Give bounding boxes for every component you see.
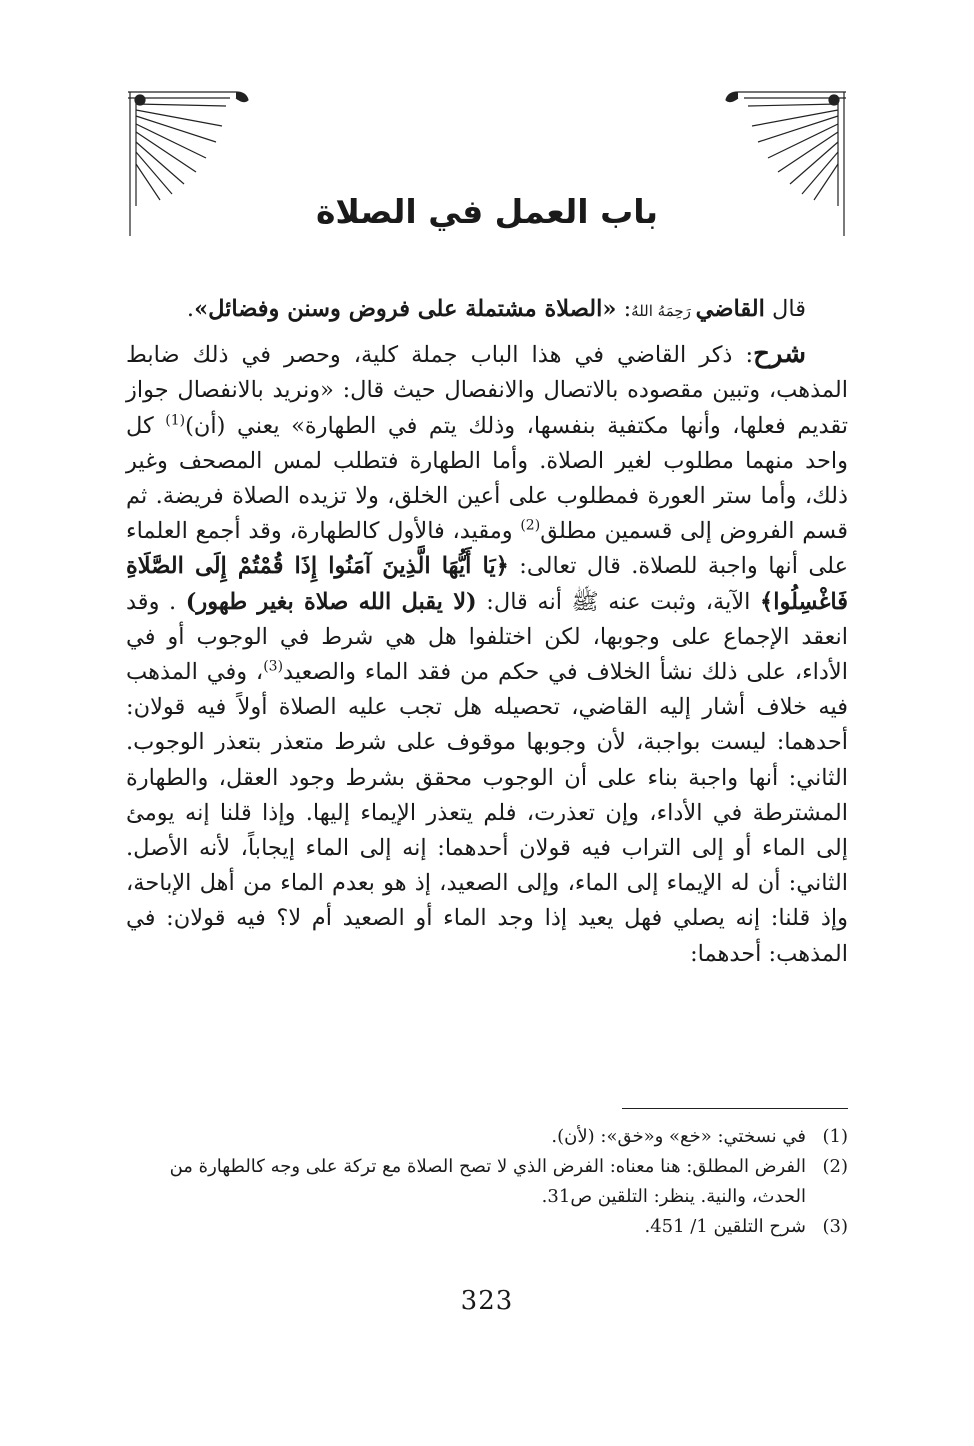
intro-quote: «الصلاة مشتملة على فروض وسنن وفضائل» (194, 296, 617, 322)
paragraph-part-6: ، وفي المذهب فيه خلاف أشار إليه القاضي، تحصيله هل تجب عليه الصلاة أولاً فيه قولان: أحدهما: ليست بواجبة، لأن وجوبها موقوف على شرط متعذر بتعذر الوجوب. الثاني: أنها واجبة بناء على أن الوجوب محقق بشرط وجود العقل، والطهارة المشترطة في الأداء، وإن تعذرت، فلم يتعذر الإيماء إليها. وإذا قلنا إنه يومئ إلى الماء أو إلى التراب فيه قولان أحدهما: إنه إلى الماء إيجاباً، لأنه الأصل. الثاني: أن له الإيماء إلى الماء، وإلى الصعيد، إذ هو بعدم الماء من أهل الإباحة، وإذ قلنا: إنه يصلي فهل يعيد إذا وجد الماء أو الصعيد أم لا؟ فيه قولان: في المذهب: أحدهما: (126, 659, 848, 967)
paragraph-part-4: الآية، وثبت عنه ﷺ أنه قال: (476, 588, 761, 615)
footnote-ref-1[interactable]: (1) (165, 412, 186, 429)
intro-prefix: قال (764, 296, 806, 322)
footnote-divider (622, 1108, 848, 1109)
body-text (126, 292, 848, 972)
footnote-text: الفرض المطلق: هنا معناه: الفرض الذي لا تصح الصلاة مع تركة على وجه كالطهارة من الحدث، والنية. ينظر: التلقين ص31. (169, 1156, 806, 1207)
footnote-ref-3[interactable]: (3) (263, 658, 284, 675)
intro-end: . (186, 296, 195, 322)
main-paragraph (126, 337, 848, 972)
intro-honorific: رَحِمَهُ اللهُ (631, 302, 696, 320)
intro-colon: : (616, 296, 632, 322)
page-number: 323 (460, 1286, 514, 1316)
footnote-ref-2[interactable]: (2) (520, 517, 541, 534)
paragraph-part-5: . وقد انعقد الإجماع على وجوبها، لكن اختلفوا هل هي شرط في الوجوب أو في الأداء، على ذلك نشأ الخلاف في حكم من فقد الماء والصعيد (126, 588, 849, 686)
hadith-quote: (لا يقبل الله صلاة بغير طهور) (185, 588, 477, 615)
footnote-text: شرح التلقين 1/ 451. (644, 1216, 806, 1237)
footnote-number: (1) (822, 1126, 848, 1147)
quran-verse: ﴿يَا أَيُّهَا الَّذِينَ آمَنُوا إِذَا قُمْتُمْ إِلَى الصَّلَاةِ فَاغْسِلُوا﴾ (126, 553, 848, 615)
commentary-lead: شرح (753, 339, 806, 370)
paragraph-part-1: : ذكر القاضي في هذا الباب جملة كلية، وحصر في ذلك ضابط المذهب، وتبين مقصوده بالاتصال والانفصال حيث قال: «ونريد بالانفصال جواز تقديم فعلها، وأنها مكتفية بنفسها، وذلك يتم في الطهارة» يعني (أن) (126, 342, 848, 439)
footnote-number: (2) (822, 1156, 848, 1177)
paragraph-part-2: كل واحد منهما مطلوب لغير الصلاة. وأما الطهارة فتطلب لمس المصحف وغير ذلك، وأما ستر العورة فمطلوب على أعين الخلق، ولا تزيده الصلاة فريضة. ثم قسم الفروض إلى قسمين مطلق (126, 412, 848, 545)
footnote-text: في نسختي: «خع» و«خق»: (لأن). (551, 1126, 806, 1147)
footnote-item (126, 1152, 848, 1212)
chapter-title: باب العمل في الصلاة (315, 192, 659, 231)
intro-speaker: القاضي (695, 296, 765, 322)
footnote-item (126, 1122, 848, 1152)
footnote-number: (3) (822, 1216, 848, 1237)
paragraph-part-3: ومقيد، فالأول كالطهارة، وقد أجمع العلماء على أنها واجبة للصلاة. قال تعالى: (126, 518, 849, 580)
footnote-item (126, 1212, 848, 1242)
footnotes (126, 1122, 848, 1242)
intro-line (126, 292, 848, 329)
